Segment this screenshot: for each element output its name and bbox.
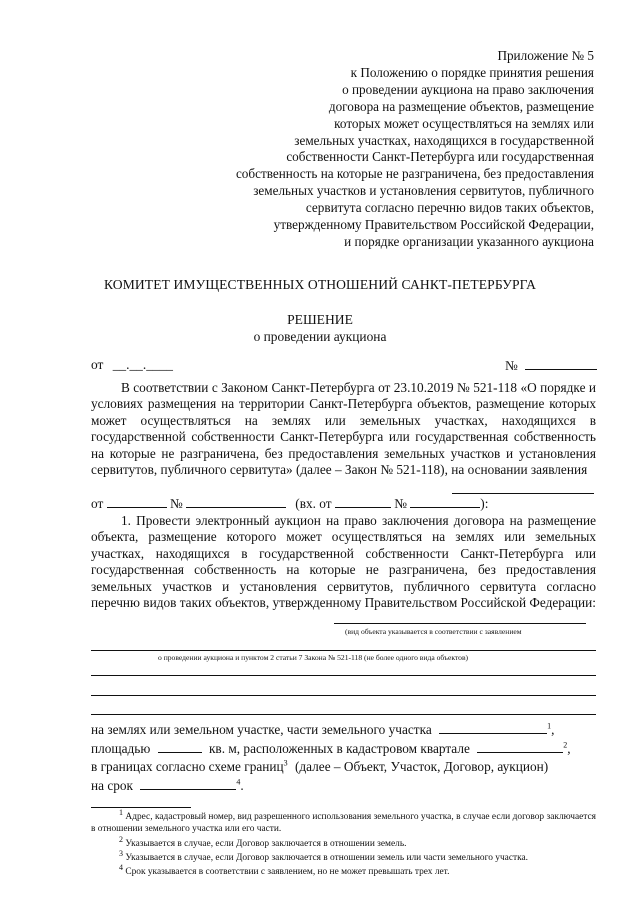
application-blank xyxy=(452,481,594,494)
footnote-ref: 1 xyxy=(547,721,552,731)
footnote-text: Указывается в случае, если Договор заключается в отношении земель. xyxy=(125,838,407,849)
footnote xyxy=(91,863,596,878)
borders-row xyxy=(91,759,596,775)
vh-date-blank xyxy=(335,495,391,508)
blank-line xyxy=(91,650,596,651)
no-blank xyxy=(186,495,286,508)
footnote-mark: 4 xyxy=(119,863,123,873)
footnote xyxy=(91,848,596,864)
item-1-text: 1. Провести электронный аукцион на право заключения договора на размещение объекта, размещение которого может осуществляться на землях или земельных участках, находящихся в государственной собственности Санкт-Петербурга или государственная собственность на которые не разграничена, без предоставления земельных участков и установления сервитутов, публичного сервитута согласно перечню видов таких объектов, утвержденному Правительством Российской Федерации: xyxy=(91,513,596,611)
land-row: на землях или земельном участке, части земельного участка $^1$, xyxy=(91,721,555,737)
caption-object-type-cont: о проведении аукциона и пунктом 2 статьи 7 Закона № 521-118 (не более одного вида объектов) xyxy=(158,653,469,662)
area-prefix: площадью xyxy=(91,741,151,756)
blank-line xyxy=(91,675,596,676)
appendix-line: собственность на которые не разграничена, без предоставления xyxy=(235,166,594,182)
ot-blank xyxy=(107,495,167,508)
footnote-text: Адрес, кадастровый номер, вид разрешенного использования земельного участка, в случае если договор заключается в отношении земельного участка или его части. xyxy=(91,812,596,835)
term-blank xyxy=(140,777,236,790)
number-field xyxy=(505,357,597,374)
appendix-line: договора на размещение объектов, размещение xyxy=(328,98,594,114)
paragraph-basis xyxy=(91,380,596,478)
footnote-text: Указывается в случае, если Договор заключается в отношении земель или части земельного участка. xyxy=(125,852,528,863)
number-blank xyxy=(525,357,597,370)
committee-title: КОМИТЕТ ИМУЩЕСТВЕННЫХ ОТНОШЕНИЙ САНКТ-ПЕТЕРБУРГА xyxy=(103,277,537,292)
footnote-mark: 1 xyxy=(119,807,123,817)
area-mid: кв. м, расположенных в кадастровом квартале xyxy=(208,741,470,756)
appendix-reference xyxy=(164,48,594,251)
caption-object-type: (вид объекта указывается в соответствии с заявлением xyxy=(345,627,522,636)
number-prefix: № xyxy=(505,358,518,373)
footnote-text: Срок указывается в соответствии с заявлением, но не может превышать трех лет. xyxy=(125,867,450,878)
footnote xyxy=(91,807,596,836)
no-label: № xyxy=(169,496,183,511)
footnote-separator xyxy=(91,807,191,808)
appendix-line: которых может осуществляться на землях или xyxy=(334,115,594,131)
date-blank: __.__.____ xyxy=(112,357,173,372)
footnote-mark: 3 xyxy=(119,848,123,858)
blank-line xyxy=(91,714,596,715)
date-prefix: от xyxy=(91,357,104,372)
area-blank xyxy=(158,740,202,753)
quarter-blank xyxy=(477,740,563,753)
vh-no-label: № xyxy=(394,496,407,511)
blank-line xyxy=(91,695,596,696)
appendix-line: о проведении аукциона на право заключения xyxy=(342,81,594,97)
vh-label: (вх. от xyxy=(295,496,332,511)
footnote-mark: 2 xyxy=(119,834,123,844)
paragraph-item-1 xyxy=(91,513,596,611)
decision-subtitle: о проведении аукциона xyxy=(253,329,387,344)
appendix-line: утвержденному Правительством Российской Федерации, xyxy=(273,217,594,233)
footnote-ref: 4 xyxy=(236,777,241,787)
footnote-ref: 3 xyxy=(283,758,288,768)
close-bracket: ): xyxy=(480,496,489,511)
appendix-line: земельных участках, находящихся в государственной xyxy=(294,132,594,148)
appendix-line: к Положению о порядке принятия решения xyxy=(350,64,594,80)
borders-text: в границах согласно схеме границ xyxy=(91,759,284,774)
land-blank xyxy=(439,721,547,734)
object-type-blank xyxy=(334,611,586,624)
term-row: на срок $^4$. xyxy=(91,777,244,793)
vh-no-blank xyxy=(410,495,480,508)
appendix-line: и порядке организации указанного аукциона xyxy=(344,233,594,249)
footnotes xyxy=(91,807,596,880)
footnote-ref: 2 xyxy=(563,740,568,750)
application-row xyxy=(91,495,596,512)
area-row: площадью кв. м, расположенных в кадастровом квартале $^2$, xyxy=(91,740,571,756)
appendix-line: сервитута согласно перечню видов таких объектов, xyxy=(305,200,594,216)
date-field xyxy=(91,357,173,373)
basis-text: В соответствии с Законом Санкт-Петербурга от 23.10.2019 № 521-118 «О порядке и условиях размещения на территории Санкт-Петербурга объектов, размещение которых может осуществляться на землях или земельных участках, находящихся в государственной собственности Санкт-Петербурга или государственная собственность на которые не разграничена, без предоставления земельных участков и установления сервитутов, публичного сервитута» (далее – Закон № 521-118), на основании заявления xyxy=(91,380,596,478)
footnote xyxy=(91,834,596,850)
appendix-line: собственности Санкт-Петербурга или государственная xyxy=(286,149,594,165)
appendix-line: Приложение № 5 xyxy=(497,48,594,63)
ot-label: от xyxy=(91,496,104,511)
decision-title: РЕШЕНИЕ xyxy=(287,312,353,327)
borders-tail: (далее – Объект, Участок, Договор, аукцион) xyxy=(294,759,549,774)
land-text: на землях или земельном участке, части земельного участка xyxy=(91,722,432,737)
appendix-line: земельных участков и установления сервитутов, публичного xyxy=(253,183,594,199)
term-text: на срок xyxy=(91,778,134,793)
